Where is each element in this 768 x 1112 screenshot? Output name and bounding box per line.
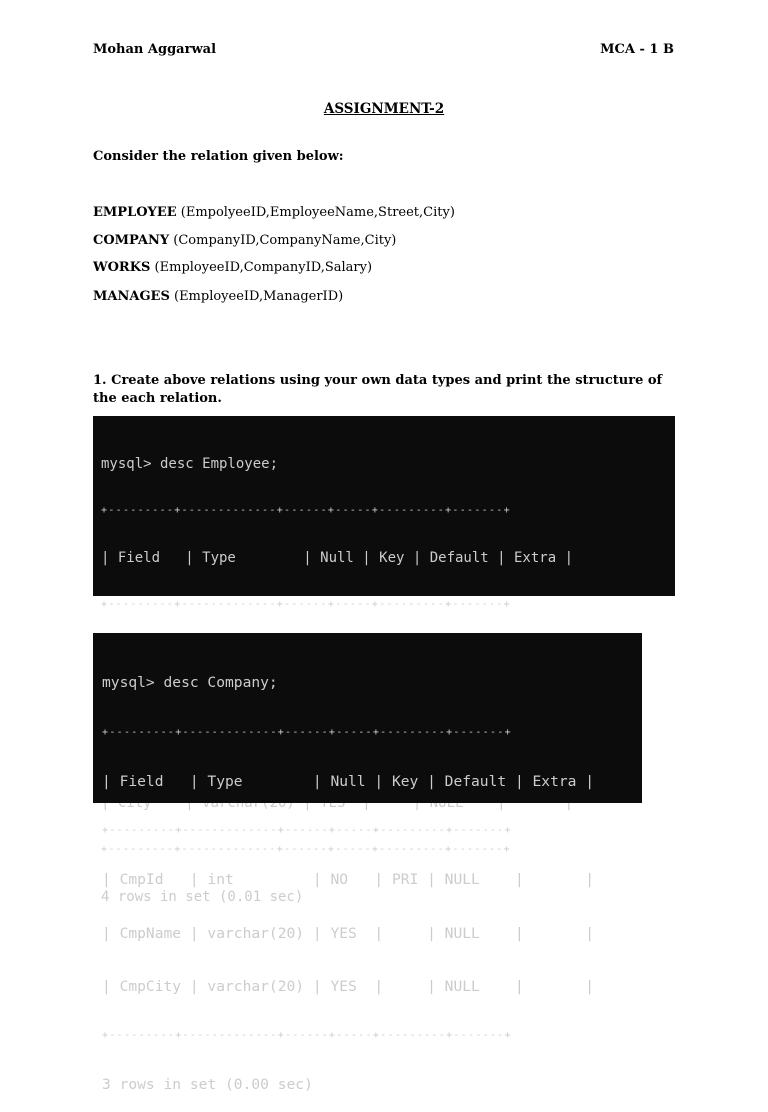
relation-name: COMPANY [93,233,170,248]
terminal-command: mysql> desc Company; [102,674,278,692]
table-border: +---------+-------------+------+-----+---------+-------+ [101,504,511,516]
table-border: +---------+-------------+------+-----+---------+-------+ [101,844,511,856]
relation-employee [93,205,455,220]
relation-attributes: (EmployeeID,ManagerID) [169,289,344,304]
terminal-command: mysql> desc Employee; [101,455,279,472]
terminal-footer: 3 rows in set (0.00 sec) [102,1076,313,1094]
relation-name: MANAGES [93,289,170,304]
table-border: +---------+-------------+------+-----+---------+-------+ [102,1029,512,1041]
relation-attributes: (CompanyID,CompanyName,City) [169,233,397,248]
terminal-footer: 4 rows in set (0.01 sec) [101,888,304,905]
relation-attributes: (EmpolyeeID,EmployeeName,Street,City) [176,205,455,220]
table-header: | Field | Type | Null | Key | Default | Extra | [102,772,595,790]
relation-name: WORKS [93,260,151,275]
question-1: 1. Create above relations using your own data types and print the structure of the each relation. [93,373,663,406]
table-row: | CmpId | int | NO | PRI | NULL | | [102,871,595,889]
table-border: +---------+-------------+------+-----+---------+-------+ [101,598,511,610]
relation-attributes: (EmployeeID,CompanyID,Salary) [150,260,373,275]
class-label: MCA - 1 B [600,42,674,57]
relation-manages [93,289,343,304]
table-border: +---------+-------------+------+-----+---------+-------+ [102,726,512,738]
relation-company [93,233,396,248]
table-border: +---------+-------------+------+-----+---------+-------+ [102,825,512,837]
table-row: | CmpName | varchar(20) | YES | | NULL | | [102,924,595,942]
relation-works [93,260,372,275]
table-row: | CmpCity | varchar(20) | YES | | NULL | | [102,977,595,995]
assignment-title: ASSIGNMENT-2 [323,101,445,117]
intro-text: Consider the relation given below: [93,149,344,164]
author-name: Mohan Aggarwal [93,42,217,57]
relation-name: EMPLOYEE [93,205,177,220]
table-header: | Field | Type | Null | Key | Default | Extra | [101,549,574,566]
